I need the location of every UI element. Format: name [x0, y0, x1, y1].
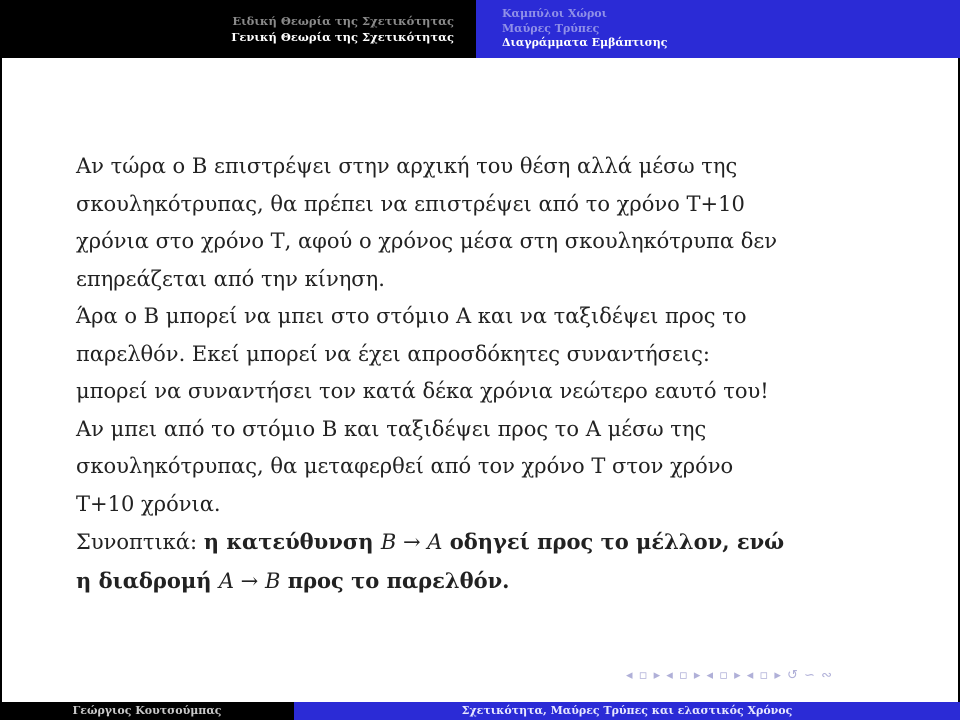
summary-line-1 — [76, 523, 916, 562]
body-line: χρόνια στο χρόνο Τ, αφού ο χρόνος μέσα στη σκουληκότρυπα δεν — [76, 229, 777, 253]
body-line: μπορεί να συναντήσει τον κατά δέκα χρόνια νεώτερο εαυτό του! — [76, 379, 769, 403]
body-line: Αν μπει από το στόμιο Β και ταξιδέψει προς το Α μέσω της — [76, 416, 707, 441]
subsection-nav — [476, 0, 960, 58]
body-line: Άρα ο Β μπορεί να μπει στο στόμιο Α και να ταξιδέψει προς το — [76, 304, 747, 328]
summary-bold-text: η κατεύθυνση — [203, 529, 381, 554]
body-line: σκουληκότρυπας, θα πρέπει να επιστρέψει από το χρόνο Τ+10 — [76, 191, 745, 216]
footer-author: Γεώργιος Κουτσούμπας — [0, 702, 294, 720]
section-general-relativity[interactable]: Γενική Θεωρία της Σχετικότητας — [231, 30, 454, 44]
section-nav — [0, 0, 476, 58]
beamer-navigation-icons[interactable]: ◂ ▫ ▸ ◂ ▫ ▸ ◂ ▫ ▸ ◂ ▫ ▸ ↺ ∽ ∾ — [626, 668, 833, 683]
summary-prefix: Συνοπτικά: — [76, 530, 204, 554]
summary-bold-text: προς το παρελθόν. — [280, 567, 510, 593]
body-line: επηρεάζεται από την κίνηση. — [76, 266, 385, 291]
subsection-embedding-diagrams[interactable]: Διαγράμματα Εμβάπτισης — [502, 36, 668, 49]
section-special-relativity[interactable]: Ειδική Θεωρία της Σχετικότητας — [232, 14, 454, 28]
summary-bold-text: η διαδρομή — [76, 567, 219, 593]
math-expression: B → A — [380, 530, 443, 554]
footer-title: Σχετικότητα, Μαύρες Τρύπες και ελαστικός Χρόνος — [294, 702, 960, 720]
subsection-black-holes[interactable]: Μαύρες Τρύπες — [502, 21, 600, 35]
subsection-curved-spaces[interactable]: Καμπύλοι Χώροι — [502, 7, 607, 20]
header-bar — [0, 0, 960, 58]
slide-body — [76, 148, 916, 600]
summary-bold-text: οδηγεί προς το μέλλον, ενώ — [442, 529, 785, 554]
body-line: παρελθόν. Εκεί μπορεί να έχει απροσδόκητες συναντήσεις: — [76, 341, 710, 366]
body-line: Τ+10 χρόνια. — [76, 491, 221, 516]
body-line: Αν τώρα ο Β επιστρέψει στην αρχική του θέση αλλά μέσω της — [76, 154, 738, 178]
summary-line-2 — [76, 562, 916, 601]
math-expression: A → B — [218, 568, 281, 593]
body-line: σκουληκότρυπας, θα μεταφερθεί από τον χρόνο Τ στον χρόνο — [76, 454, 734, 478]
footer-bar — [0, 702, 960, 720]
